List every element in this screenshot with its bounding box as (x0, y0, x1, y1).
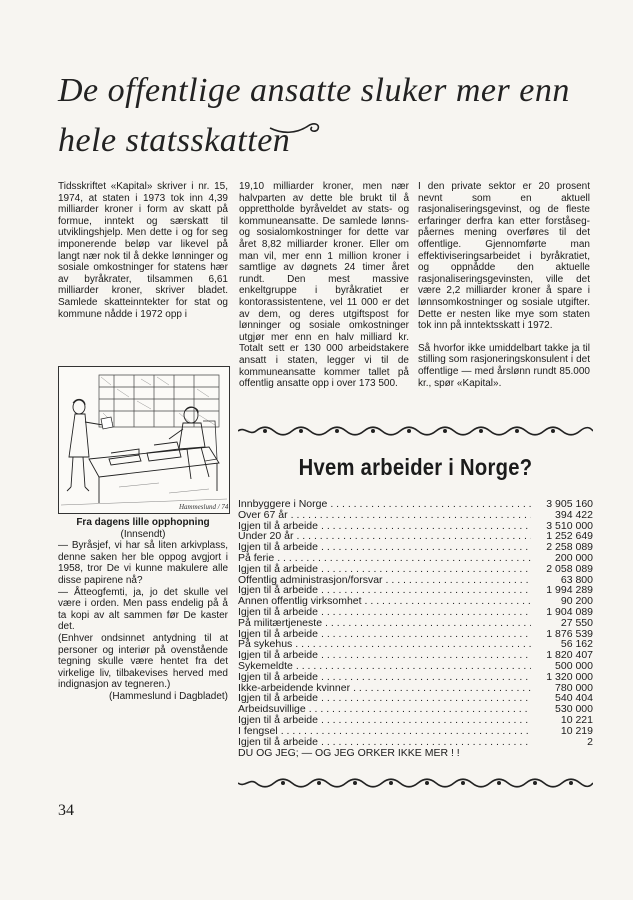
row-value: 500 000 (555, 659, 593, 672)
dot-leader (318, 564, 531, 575)
cartoon-drawing (59, 367, 229, 513)
table-row (238, 672, 593, 683)
dot-leader (278, 726, 531, 737)
row-label: Igjen til å arbeide (238, 670, 318, 683)
row-label: Ikke-arbeidende kvinner (238, 681, 351, 694)
row-label: Igjen til å arbeide (238, 605, 318, 618)
caption-text: (Enhver ondsinnet antydning til at personer og interiør på ovenstående tegning skulle være hentet fra det virkelige liv, tilbakevises herved med indignasjon av tegneren.) (58, 632, 228, 691)
row-label: Igjen til å arbeide (238, 541, 318, 554)
row-label: Igjen til å arbeide (238, 692, 318, 705)
dot-leader (318, 715, 531, 726)
cartoon-caption (58, 517, 228, 703)
dot-leader (327, 499, 531, 510)
ornament-divider-bottom (238, 777, 593, 789)
table-row (238, 715, 593, 726)
row-value: 90 200 (560, 595, 593, 608)
dot-leader (318, 737, 531, 748)
row-label: Over 67 år (238, 508, 288, 521)
row-value: 3 905 160 (546, 498, 593, 510)
dot-leader (322, 618, 531, 629)
dot-leader (306, 704, 531, 715)
table-title: Hvem arbeider i Norge? (298, 454, 533, 480)
cartoon-illustration (58, 366, 230, 514)
row-label: Igjen til å arbeide (238, 649, 318, 662)
row-value: 63 800 (560, 573, 593, 586)
row-value: 200 000 (555, 551, 593, 564)
row-label: Igjen til å arbeide (238, 584, 318, 597)
caption-text: — Byråsjef, vi har så liten arkivplass, denne saken her ble oppog avgjort i 1958, tror De vi kunne makulere alle disse papirene nå? (58, 540, 228, 586)
row-label: Igjen til å arbeide (238, 735, 318, 748)
row-label: På sykehus (238, 638, 293, 651)
row-value: 10 219 (560, 724, 593, 737)
row-label: På militærtjeneste (238, 616, 323, 629)
article-text: Tidsskriftet «Kapital» skriver i nr. 15, 1974, at staten i 1973 tok inn 4,39 milliarder kroner i form av skatt på formue, inntekt og særskatt til utviklingshjelp. Men dette i og for seg imponerende beløp var likevel på langt nær nok til å dekke lønninger og sosiale omkostninger for statens hær av byråkrater, tilsammen 6,61 milliarder kroner, skriver bladet. Samlede skatteinntekter for stat og kommune nådde i 1972 opp i (58, 181, 228, 320)
row-value: 1 904 089 (546, 605, 593, 618)
row-label: Igjen til å arbeide (238, 627, 318, 640)
dot-leader (318, 693, 531, 704)
row-value: 1 876 539 (546, 627, 593, 640)
row-label: På ferie (238, 551, 275, 564)
row-label: Igjen til å arbeide (238, 713, 318, 726)
title-flourish (268, 116, 328, 136)
row-label: Annen offentlig virksomhet (238, 595, 362, 608)
paper-icon (101, 417, 113, 429)
row-label: Under 20 år (238, 530, 294, 543)
row-value: 1 320 000 (546, 670, 593, 683)
row-value: 10 221 (560, 713, 593, 726)
row-value: 1 252 649 (546, 530, 593, 543)
stats-table (238, 499, 593, 759)
row-label: Innbyggere i Norge (238, 498, 328, 510)
row-label: Sykemeldte (238, 659, 293, 672)
row-label: I fengsel (238, 724, 278, 737)
row-value: 2 (587, 735, 593, 748)
dot-leader (318, 672, 531, 683)
dot-leader (293, 531, 531, 542)
dot-leader (383, 575, 531, 586)
table-footer: DU OG JEG; — OG JEG ORKER IKKE MER ! ! (238, 747, 460, 760)
table-row (238, 510, 593, 521)
row-value: 780 000 (555, 681, 593, 694)
row-value: 1 820 407 (546, 649, 593, 662)
row-label: Igjen til å arbeide (238, 519, 318, 532)
caption-title: Fra dagens lille opphopning (76, 517, 210, 528)
dot-leader (350, 683, 531, 694)
row-value: 1 994 289 (546, 584, 593, 597)
article-column-2 (239, 181, 409, 390)
dot-leader (362, 596, 531, 607)
dot-leader (292, 639, 531, 650)
article-text: 19,10 milliarder kroner, men nær halvparten av dette ble brukt til å opprettholde byråveldet av stats- og kommuneansatte. De samlede lønns- og sosialomkostninger for dette var året 8,82 milliarder kroner. Eller om man vil, mer enn 1 million kroner i samtlige av døgnets 24 timer året rundt. Den mest massive enkeltgruppe i byråkratiet er kontorassistentene, vel 11 000 er det av dem, og deres utgiftspost for lønninger og sosiale omkostninger utgjør mer enn en halv milliard kr. Totalt sett er 130 000 arbeidstakere ansatt i staten, legger vi til de kommuneansatte kommer tallet på offentlig ansatte opp i over 173 500. (239, 181, 409, 390)
row-value: 56 162 (560, 638, 593, 651)
caption-source: (Hammeslund i Dagbladet) (109, 690, 228, 702)
table-row (238, 564, 593, 575)
caption-text: — Åtteogfemti, ja, jo det skulle vel være i orden. Men pass endelig på å ta kopi av alt sammen før De kaster det. (58, 586, 228, 633)
table-row (238, 618, 593, 629)
dot-leader (293, 661, 531, 672)
dot-leader (318, 607, 531, 618)
article-text: I den private sektor er 20 prosent nevnt som en aktuell rasjonaliseringsgevinst, og de fleste erfaringer derfra kan etter forståseg-påernes mening overføres til det offentlige. Gjennomførte man effektiviseringsarbeidet i byråkratiet, og oppnådde den aktuelle rasjonaliseringsgevinsten, ville det være 2,2 milliarder kroner å spare i lønnsomkostninger og sosiale utgifter. Dette er nesten like mye som staten tok inn på inntektsskatt i 1972. (418, 181, 590, 332)
row-value: 540 404 (555, 692, 593, 705)
table-row (238, 726, 593, 737)
row-value: 530 000 (555, 703, 593, 716)
row-label: Offentlig administrasjon/forsvar (238, 573, 383, 586)
page-number: 34 (58, 802, 74, 819)
row-value: 3 510 000 (546, 519, 593, 532)
row-value: 394 422 (555, 508, 593, 521)
dot-leader (318, 650, 531, 661)
table-row (238, 542, 593, 553)
article-title: De offentlige ansatte sluker mer enn hele statsskatten (58, 72, 570, 159)
dot-leader (318, 521, 531, 532)
row-value: 2 058 089 (546, 562, 593, 575)
dot-leader (288, 510, 531, 521)
row-label: Igjen til å arbeide (238, 562, 318, 575)
row-value: 27 550 (560, 616, 593, 629)
row-value: 2 258 089 (546, 541, 593, 554)
artist-signature: Hammeslund / 74 (179, 503, 229, 511)
caption-subtitle: (Innsendt) (120, 528, 166, 540)
table-row (238, 737, 593, 748)
table-row (238, 499, 593, 510)
article-column-3 (418, 181, 590, 389)
dot-leader (318, 542, 531, 553)
dot-leader (318, 629, 531, 640)
article-text: Så hvorfor ikke umiddelbart takke ja til stilling som rasjoneringskonsulent i det offentlige — med årslønn rundt 85.000 kr., spør «Kapital». (418, 342, 590, 389)
article-column-1 (58, 181, 228, 320)
ornament-divider-top (238, 425, 593, 437)
row-label: Arbeidsuvillige (238, 703, 306, 716)
